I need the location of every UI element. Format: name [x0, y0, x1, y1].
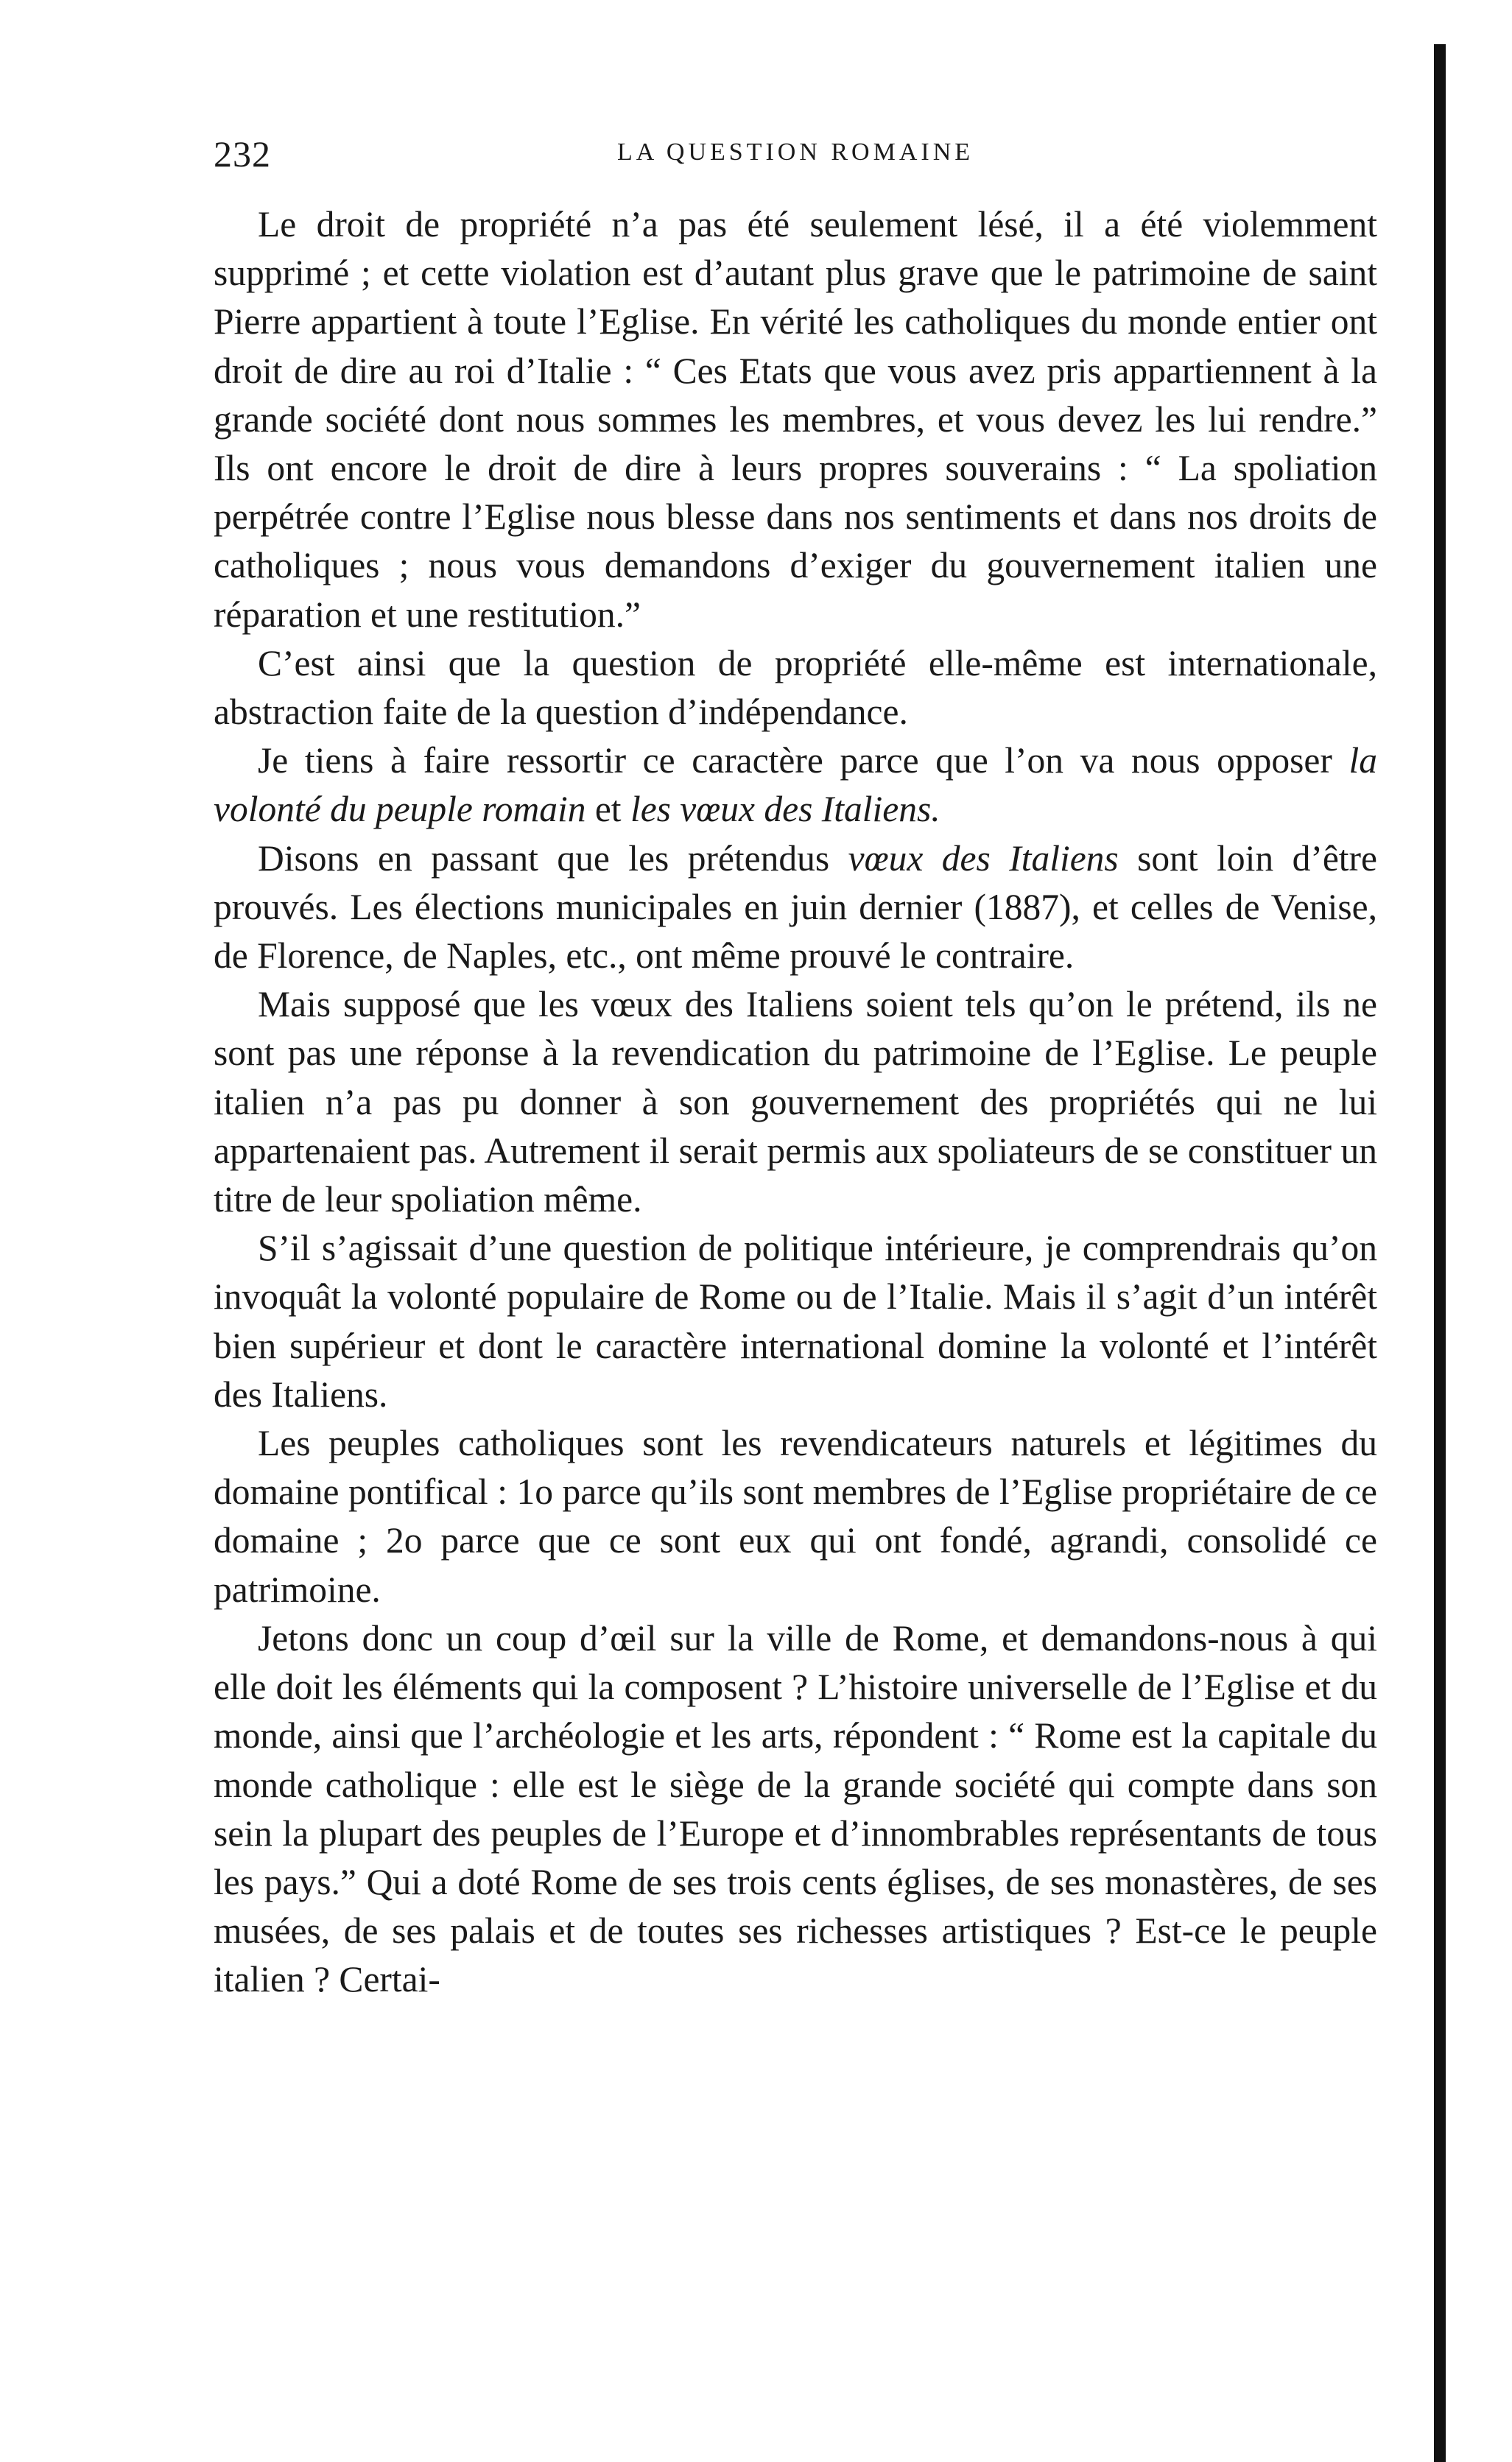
running-head	[214, 133, 1377, 184]
paragraph-property-right: Le droit de propriété n’a pas été seulement lésé, il a été violemment supprimé ; et cette violation est d’autant plus grave que le patrimoine de saint Pierre appartient à toute l’Eglise. En vérité les catholiques du monde entier ont droit de dire au roi d’Italie : “ Ces Etats que vous avez pris appartiennent à la grande société dont nous sommes les membres, et vous devez les lui rendre.” Ils ont encore le droit de dire à leurs propres souverains : “ La spoliation perpétrée contre l’Eglise nous blesse dans nos sentiments et dans nos droits de catholiques ; nous vous demandons d’exiger du gouvernement italien une réparation et une restitution.”	[214, 204, 1377, 635]
paragraph-text: Je tiens à faire ressortir ce caractère parce que l’on va nous opposer	[258, 740, 1349, 781]
paragraph-catholic-peoples: Les peuples catholiques sont les revendicateurs naturels et légitimes du domaine pontifical : 1o parce qu’ils sont membres de l’Eglise propriétaire de ce domaine ; 2o parce que ce sont eux qui ont fondé, agrandi, consolidé ce patrimoine.	[214, 1423, 1377, 1610]
paragraph-text: sont loin d’être prouvés. Les élections municipales en juin dernier (1887), et celles de Venise, de Florence, de Naples, etc., ont même prouvé le contraire.	[214, 837, 1378, 977]
paragraph-elections	[214, 834, 1377, 981]
italic-phrase: vœux des Italiens	[848, 837, 1119, 879]
paragraph-supposition: Mais supposé que les vœux des Italiens soient tels qu’on le prétend, ils ne sont pas une réponse à la revendication du patrimoine de l’Eglise. Le peuple italien n’a pas pu donner à son gouvernement des propriétés qui ne lui appartenaient pas. Autrement il serait permis aux spoliateurs de se constituer un titre de leur spoliation même.	[214, 984, 1377, 1220]
paragraph-rome-history: Jetons donc un coup d’œil sur la ville de Rome, et demandons-nous à qui elle doit les éléments qui la composent ? L’histoire universelle de l’Eglise et du monde, ainsi que l’archéologie et les arts, répondent : “ Rome est la capitale du monde catholique : elle est le siège de la grande société qui compte dans son sein la plupart des peuples de l’Europe et d’innombrables représentants de tous les pays.” Qui a doté Rome de ses trois cents églises, de ses monastères, de ses musées, de ses palais et de toutes ses richesses artistiques ? Est-ce le peuple italien ? Certai-	[214, 1617, 1377, 2000]
running-title: LA QUESTION ROMAINE	[616, 138, 974, 166]
paragraph-text: Disons en passant que les prétendus	[258, 837, 848, 879]
paragraph-interior-politics: S’il s’agissait d’une question de politique intérieure, je comprendrais qu’on invoquât la volonté populaire de Rome ou de l’Italie. Mais il s’agit d’un intérêt bien supérieur et dont le caractère international domine la volonté et l’intérêt des Italiens.	[214, 1228, 1377, 1415]
italic-phrase: la volonté du peuple romain	[214, 740, 1377, 830]
italic-phrase: les vœux des Italiens.	[630, 789, 940, 830]
page-number: 232	[214, 133, 271, 175]
book-page	[214, 133, 1377, 2005]
paragraph-international-question: C’est ainsi que la question de propriété elle-même est internationale, abstraction faite de la question d’indépendance.	[214, 642, 1377, 733]
scan-edge-border	[1434, 44, 1446, 2462]
paragraph-opposition	[214, 736, 1377, 834]
paragraph-text: et	[586, 789, 630, 830]
